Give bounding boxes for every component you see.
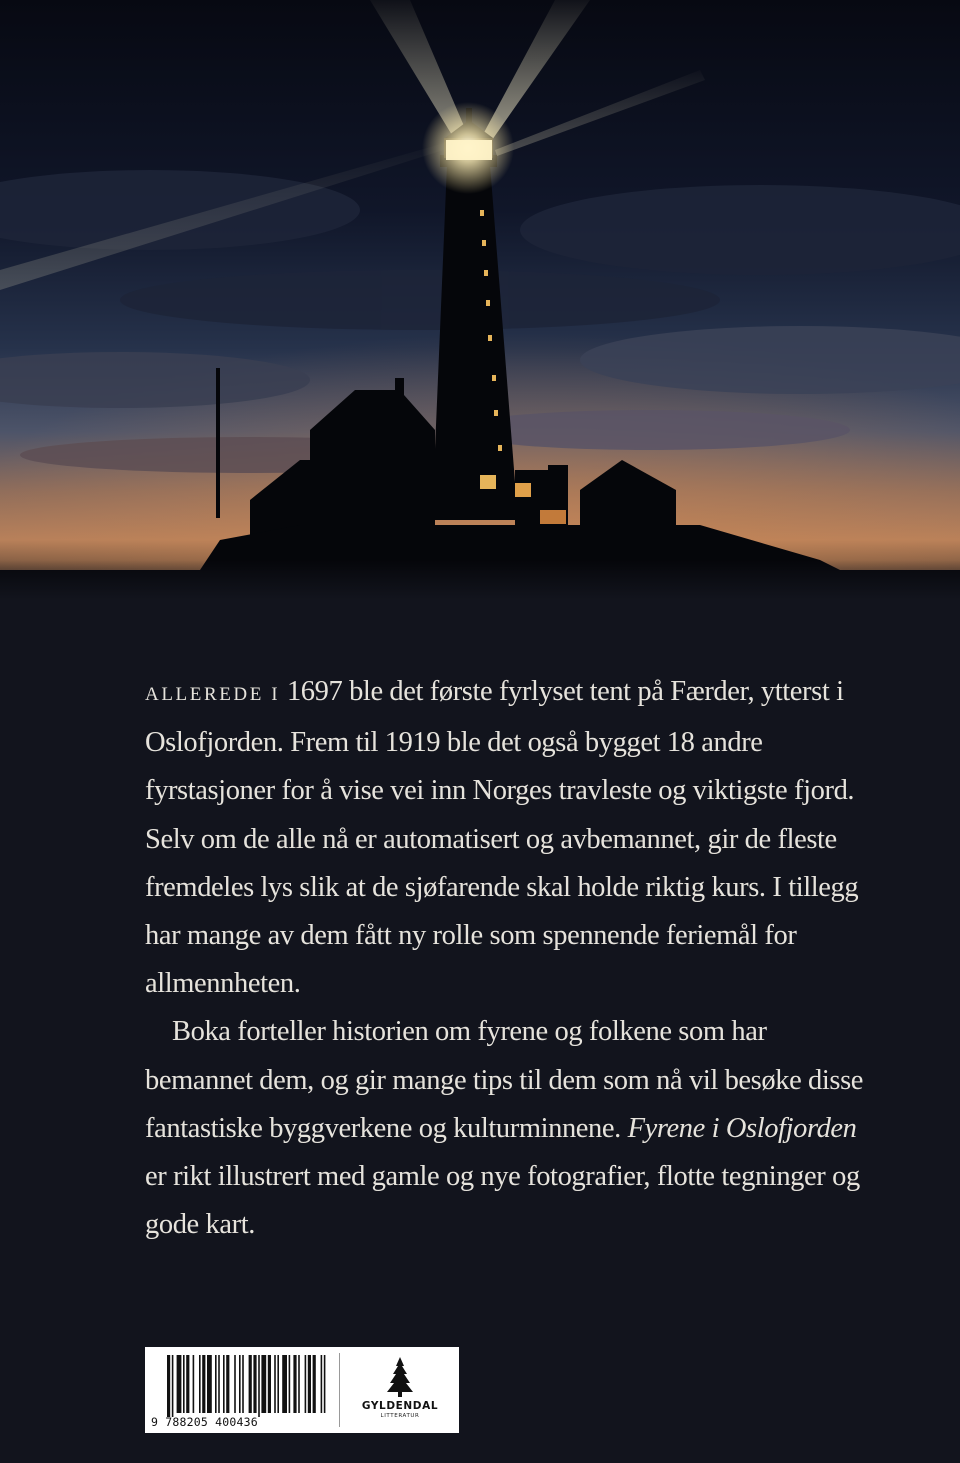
publisher-name: GYLDENDAL [361, 1400, 439, 1412]
barcode-bar [239, 1355, 241, 1413]
cover-blurb [145, 668, 875, 1249]
barcode-bar [308, 1355, 311, 1413]
blurb-paragraph-1 [145, 668, 875, 1008]
barcode-bar [202, 1355, 205, 1413]
barcode-bar [261, 1355, 266, 1413]
spruce-tree-icon [387, 1357, 413, 1397]
blurb-paragraph-2 [145, 1008, 875, 1249]
isbn-number: 9 788205 400436 [151, 1415, 258, 1429]
barcode-bar [305, 1355, 307, 1413]
publisher-logo [341, 1347, 459, 1433]
barcode-bar [268, 1355, 271, 1413]
barcode-bar [207, 1355, 212, 1413]
barcode-bar [242, 1355, 244, 1413]
barcode-bar [218, 1355, 220, 1413]
barcode-bar [313, 1355, 316, 1413]
publisher-subtitle: LITTERATUR [380, 1413, 420, 1419]
barcode-bar [249, 1355, 252, 1413]
isbn-barcode [145, 1347, 335, 1433]
barcode-bar [226, 1355, 229, 1413]
barcode-bar [277, 1355, 279, 1413]
barcode-panel [145, 1347, 459, 1433]
barcode-bar [324, 1355, 326, 1413]
book-title-italic: Fyrene i Oslofjorden [627, 1112, 857, 1144]
blurb-p2-start: Boka forteller historien om fyrene og folkene som har bemannet dem, og gir mange tips til dem som nå vil besøke disse fantastiske byggverkene og kulturminnene. [145, 1016, 864, 1144]
barcode-bar [234, 1355, 236, 1413]
blurb-lead-caps: ALLEREDE I [145, 684, 281, 705]
barcode-bar [282, 1355, 287, 1413]
barcode-bar [223, 1355, 225, 1413]
blurb-p2-end: er rikt illustrert med gamle og nye fotografier, flotte tegninger og gode kart. [145, 1161, 860, 1241]
barcode-bar [321, 1355, 323, 1413]
barcode-bar [258, 1355, 260, 1417]
barcode-bar [167, 1355, 170, 1417]
lighthouse-night-scene [0, 0, 960, 600]
barcode-bar [274, 1355, 276, 1413]
barcode-bar [298, 1355, 300, 1413]
barcode-bar [289, 1355, 291, 1413]
barcode-bar [172, 1355, 174, 1417]
barcode-bar [199, 1355, 201, 1413]
barcode-bar [186, 1355, 189, 1413]
blurb-lead-text: 1697 ble det første fyrlyset tent på Færder, ytterst i Oslofjorden. Frem til 1919 ble det også bygget 18 andre fyrstasjoner for å vise vei inn Norges travleste og viktigste fjord. Selv om de alle nå er automatisert og avbemannet, gir de fleste fremdeles lys slik at de sjøfarende skal holde riktig kurs. I tillegg har mange av dem fått ny rolle som spennende feriemål for allmennheten. [145, 676, 859, 1000]
barcode-bar [183, 1355, 185, 1413]
panel-divider [339, 1353, 340, 1427]
barcode-bar [253, 1355, 256, 1413]
lighthouse-photo [0, 0, 960, 600]
barcode-bar [293, 1355, 296, 1413]
barcode-bar [193, 1355, 195, 1413]
barcode-bar [177, 1355, 182, 1413]
barcode-bar [215, 1355, 217, 1413]
